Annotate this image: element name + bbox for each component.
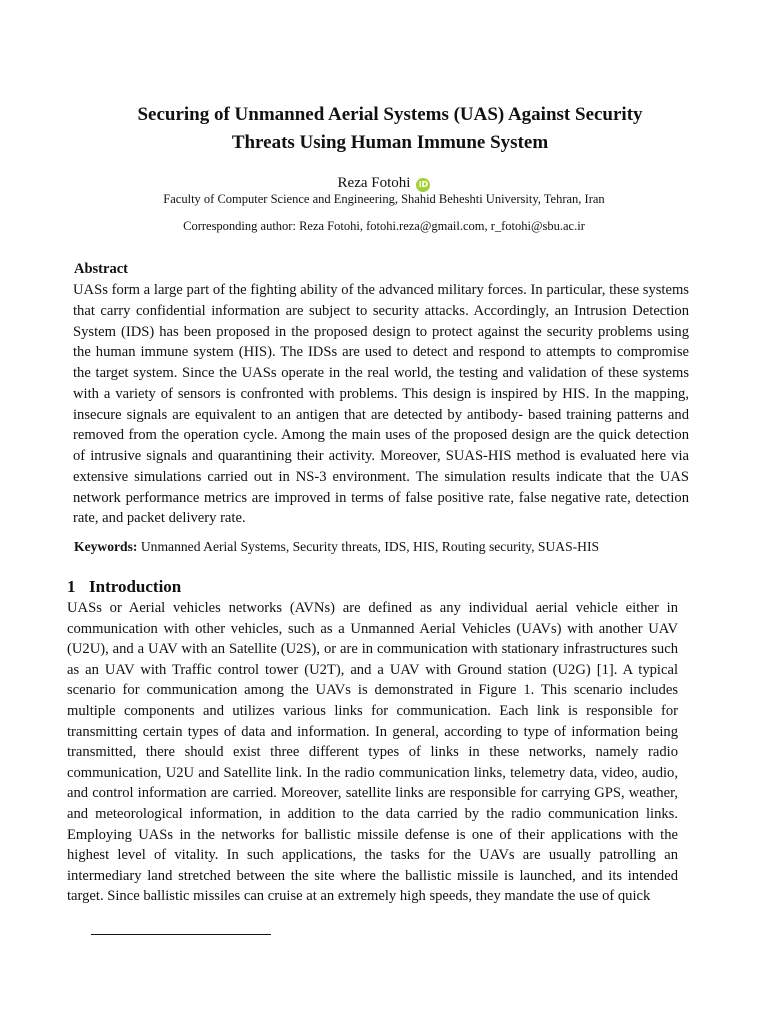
paper-title-line-1: Securing of Unmanned Aerial Systems (UAS) Against Security — [137, 104, 643, 125]
keywords-label: Keywords: — [74, 539, 138, 554]
section-number: 1 — [67, 577, 76, 596]
author-name: Reza Fotohi — [337, 175, 411, 191]
abstract-body: UASs form a large part of the fighting ability of the advanced military forces. In particular, these systems that carry confidential information are subject to security attacks. Accordingly, an Intrusion Detection System (IDS) has been proposed in the proposed design to protect against the security problems using the human immune system (HIS). The IDSs are used to detect and respond to attempts to compromise the target system. Since the UASs operate in the real world, the testing and validation of these systems with a variety of sensors is confronted with problems. This design is inspired by HIS. In the mapping, insecure signals are equivalent to an antigen that are detected by antibody- based training patterns and removed from the operation cycle. Among the main uses of the proposed design are the quick detection of intrusive signals and quarantining their activity. Moreover, SUAS-HIS method is evaluated here via extensive simulations carried out in NS-3 environment. The simulation results indicate that the UAS network performance metrics are improved in terms of false positive rate, false negative rate, detection rate, and packet delivery rate. — [73, 282, 689, 527]
footnote-rule — [91, 934, 271, 935]
abstract-heading: Abstract — [74, 261, 128, 277]
keywords-text: Unmanned Aerial Systems, Security threats, IDS, HIS, Routing security, SUAS-HIS — [140, 539, 600, 554]
introduction-body: UASs or Aerial vehicles networks (AVNs) are defined as any individual aerial vehicle either in communication with other vehicles, such as a Unmanned Aerial Vehicles (UAVs) with another UAV (U2U), and a UAV with an Satellite (U2S), or are in communication with stationary infrastructures such as an UAV with Traffic control tower (U2T), and a UAV with Ground station (U2G) [1]. A typical scenario for communication among the UAVs is demonstrated in Figure 1. This scenario includes multiple components and utilizes various links for communication. Each link is responsible for transmitting certain types of data and information. In general, according to type of information being transmitted, there should exist three different types of links in these networks, namely radio communication, U2U and Satellite link. In the radio communication links, telemetry data, video, audio, and control information are carried. Moreover, satellite links are responsible for carrying GPS, weather, and meteorological information, in addition to the data carried by the radio communication links. Employing UASs in the networks for ballistic missile defense is one of their applications with the highest level of vitality. In such applications, the tasks for the UAVs are usually patrolling an intermediary land stretched between the site where the ballistic missile is launched, and its intended target. Since ballistic missiles can cruise at an extremely high speeds, they mandate the use of quick — [67, 600, 678, 905]
keywords-line — [74, 537, 694, 557]
section-heading-introduction — [67, 576, 181, 598]
orcid-icon[interactable]: iD — [416, 178, 430, 192]
paper-title-line-2: Threats Using Human Immune System — [231, 132, 549, 153]
affiliation: Faculty of Computer Science and Engineering, Shahid Beheshti University, Tehran, Iran — [163, 192, 605, 206]
section-title: Introduction — [89, 577, 182, 596]
corresponding-author: Corresponding author: Reza Fotohi, fotohi.reza@gmail.com, r_fotohi@sbu.ac.ir — [183, 219, 585, 233]
author-line — [0, 173, 768, 193]
